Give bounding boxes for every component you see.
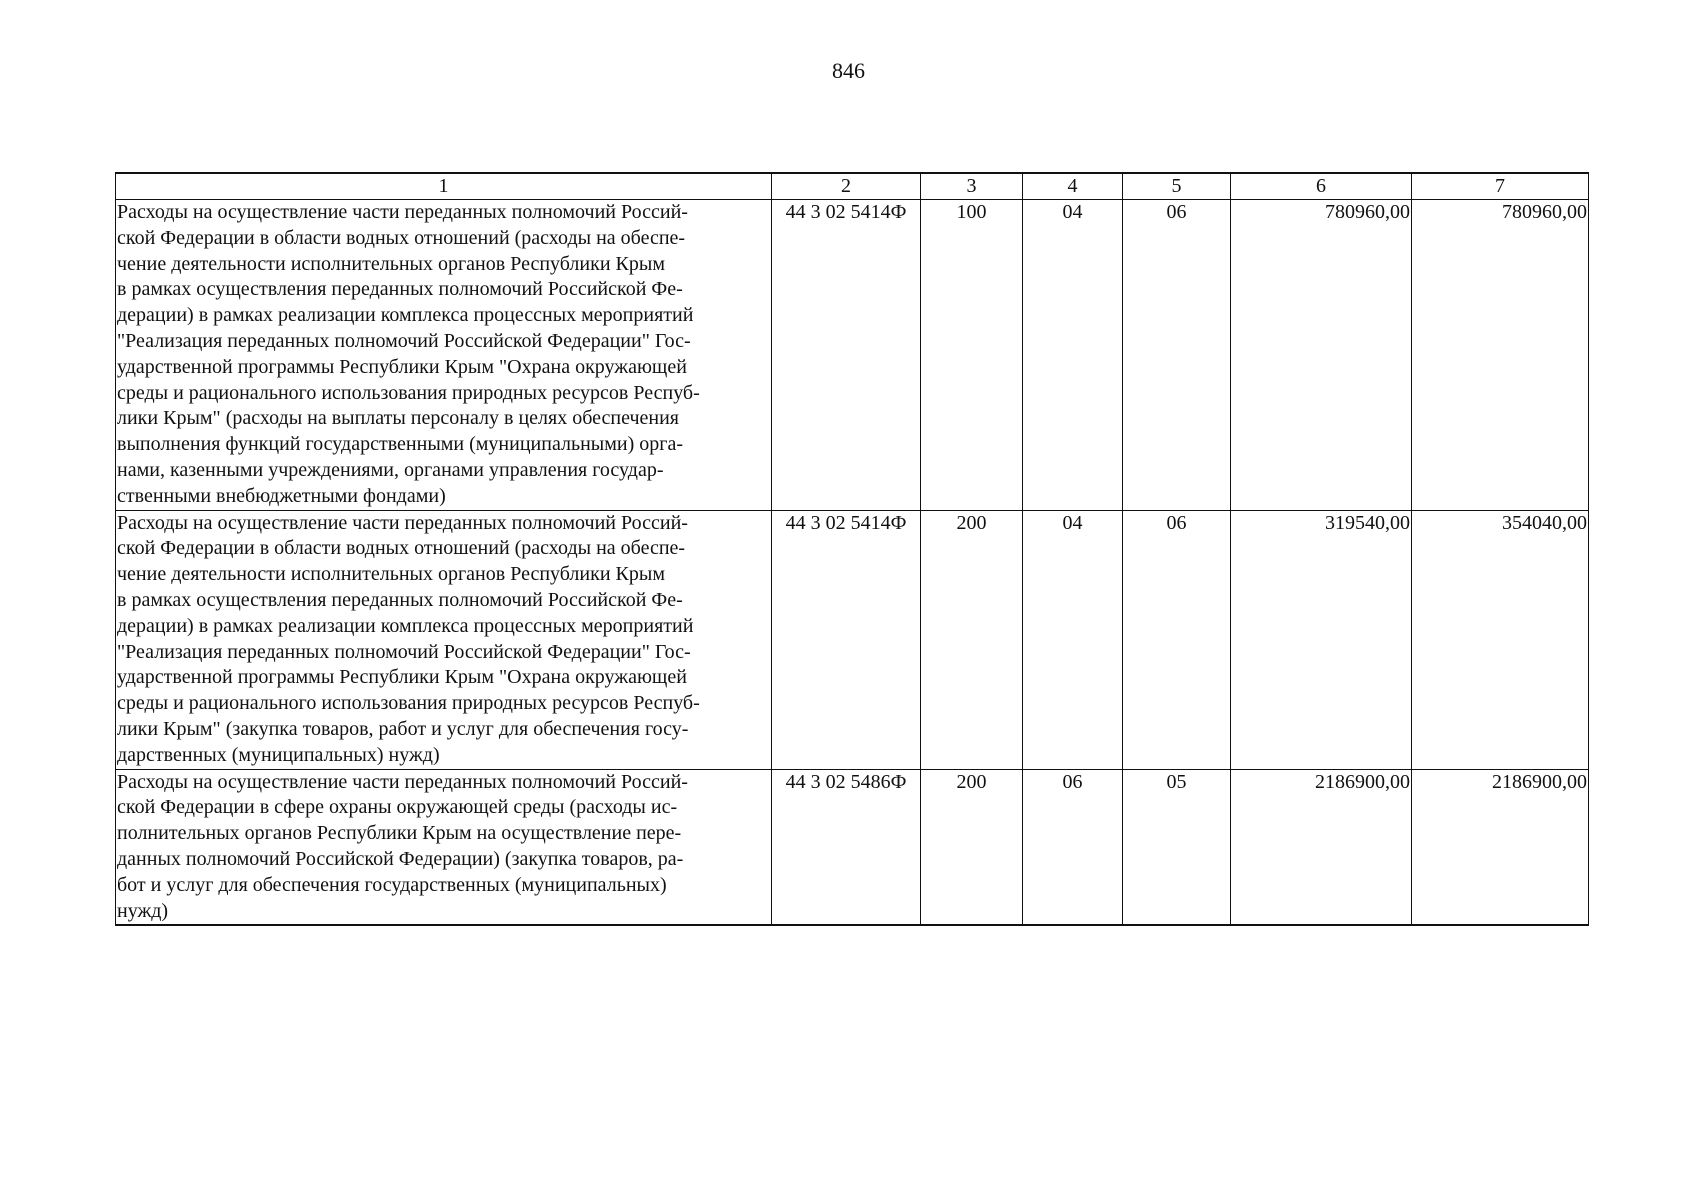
header-col-6: 6	[1231, 173, 1412, 200]
description-line: среды и рационального использования природных ресурсов Респуб-	[117, 692, 700, 715]
row-section: 06	[1023, 769, 1123, 925]
description-line: дерации) в рамках реализации комплекса процессных мероприятий	[117, 304, 694, 327]
row-description	[116, 200, 772, 511]
row-expense-type: 200	[921, 510, 1023, 769]
description-line: данных полномочий Российской Федерации) (закупка товаров, ра-	[117, 847, 684, 870]
row-subsection: 05	[1123, 769, 1231, 925]
page-number: 846	[832, 58, 865, 83]
row-amount-col7: 780960,00	[1412, 200, 1589, 511]
description-line: ственными внебюджетными фондами)	[117, 484, 446, 507]
description-line: нами, казенными учреждениями, органами управления государ-	[117, 458, 664, 481]
description-line: ской Федерации в области водных отношений (расходы на обеспе-	[117, 226, 686, 249]
header-col-5: 5	[1123, 173, 1231, 200]
description-line: ударственной программы Республики Крым "Охрана окружающей	[117, 666, 687, 689]
description-line: "Реализация переданных полномочий Российской Федерации" Гос-	[117, 640, 691, 663]
description-line: ской Федерации в области водных отношений (расходы на обеспе-	[117, 537, 686, 560]
description-line: полнительных органов Республики Крым на осуществление пере-	[117, 822, 682, 845]
description-line: выполнения функций государственными (муниципальными) орга-	[117, 433, 683, 456]
table-row	[116, 200, 1589, 511]
header-col-2: 2	[772, 173, 921, 200]
header-col-1: 1	[116, 173, 772, 200]
row-amount-col7: 354040,00	[1412, 510, 1589, 769]
row-subsection: 06	[1123, 200, 1231, 511]
description-line: ской Федерации в сфере охраны окружающей среды (расходы ис-	[117, 796, 678, 819]
description-line: дерации) в рамках реализации комплекса процессных мероприятий	[117, 614, 694, 637]
description-line: бот и услуг для обеспечения государственных (муниципальных)	[117, 873, 667, 896]
description-line: дарственных (муниципальных) нужд)	[117, 743, 440, 766]
description-line: в рамках осуществления переданных полномочий Российской Фе-	[117, 278, 683, 301]
description-line: чение деятельности исполнительных органов Республики Крым	[117, 563, 665, 586]
header-col-3: 3	[921, 173, 1023, 200]
header-col-7: 7	[1412, 173, 1589, 200]
description-line: Расходы на осуществление части переданных полномочий Россий-	[117, 201, 688, 223]
row-description	[116, 769, 772, 925]
description-line: в рамках осуществления переданных полномочий Российской Фе-	[117, 588, 683, 611]
description-line: Расходы на осуществление части переданных полномочий Россий-	[117, 511, 688, 534]
description-line: "Реализация переданных полномочий Российской Федерации" Гос-	[117, 329, 691, 352]
row-target-code: 44 3 02 5414Ф	[772, 510, 921, 769]
table-row	[116, 769, 1589, 925]
row-section: 04	[1023, 510, 1123, 769]
row-amount-col6: 2186900,00	[1231, 769, 1412, 925]
description-line: лики Крым" (закупка товаров, работ и услуг для обеспечения госу-	[117, 717, 689, 740]
row-amount-col6: 319540,00	[1231, 510, 1412, 769]
header-row	[116, 173, 1589, 200]
row-expense-type: 200	[921, 769, 1023, 925]
description-line: нужд)	[117, 899, 169, 922]
budget-table	[115, 172, 1589, 926]
description-line: среды и рационального использования природных ресурсов Респуб-	[117, 381, 700, 404]
row-amount-col7: 2186900,00	[1412, 769, 1589, 925]
description-line: лики Крым" (расходы на выплаты персоналу в целях обеспечения	[117, 407, 679, 430]
description-line: чение деятельности исполнительных органов Республики Крым	[117, 252, 665, 275]
row-amount-col6: 780960,00	[1231, 200, 1412, 511]
row-description	[116, 510, 772, 769]
table-row	[116, 510, 1589, 769]
row-target-code: 44 3 02 5414Ф	[772, 200, 921, 511]
row-expense-type: 100	[921, 200, 1023, 511]
row-target-code: 44 3 02 5486Ф	[772, 769, 921, 925]
header-col-4: 4	[1023, 173, 1123, 200]
description-line: Расходы на осуществление части переданных полномочий Россий-	[117, 770, 688, 793]
row-section: 04	[1023, 200, 1123, 511]
description-line: ударственной программы Республики Крым "Охрана окружающей	[117, 355, 687, 378]
row-subsection: 06	[1123, 510, 1231, 769]
